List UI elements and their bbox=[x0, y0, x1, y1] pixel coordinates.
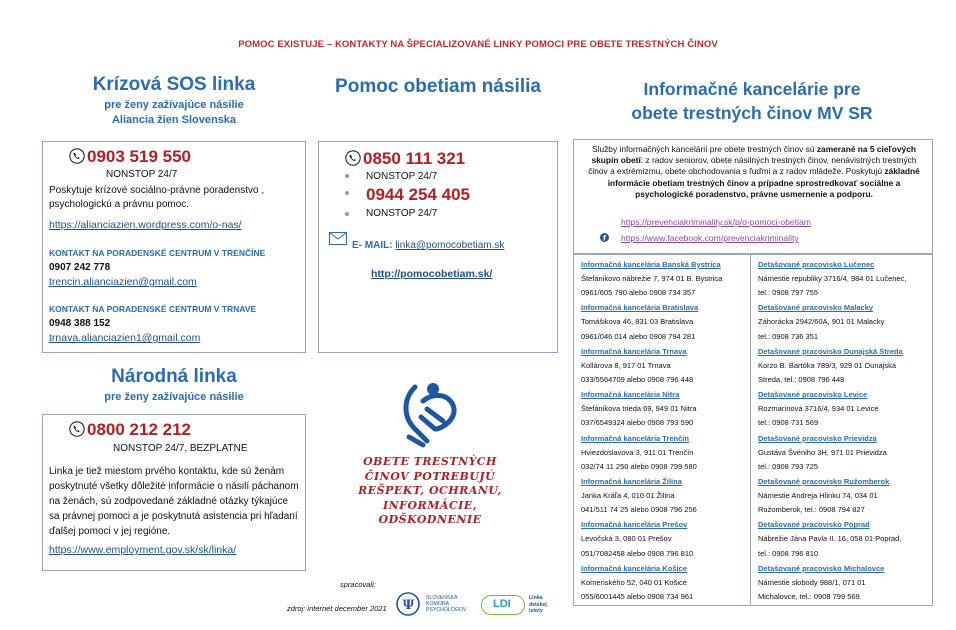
narodna-box bbox=[42, 414, 306, 571]
office-entry bbox=[758, 563, 930, 606]
office-address: Komenského 52, 040 01 Košice bbox=[581, 577, 687, 587]
sos-description: Poskytuje krízové sociálno-právne poradenstvo , psychologickú a právnu pomoc. bbox=[49, 185, 265, 210]
center-slogan bbox=[344, 455, 516, 528]
email-icon bbox=[329, 232, 347, 245]
slogan-line: INFORMÁCIE, bbox=[382, 498, 478, 512]
office-entry bbox=[581, 389, 749, 432]
bullet-dot bbox=[345, 191, 349, 195]
office-phone[interactable]: Streda, tel.: 0908 796 448 bbox=[758, 374, 845, 384]
slogan-line: REŠPEKT, OCHRANU, bbox=[358, 484, 502, 497]
office-phone[interactable]: tel.: 0908 731 569 bbox=[758, 418, 819, 428]
office-entry bbox=[758, 302, 930, 345]
office-name-link[interactable]: Detašované pracovisko Malacky bbox=[758, 303, 874, 313]
office-entry bbox=[758, 346, 930, 389]
trencin-heading: KONTAKT NA PORADENSKÉ CENTRUM V TRENČÍNE bbox=[49, 248, 266, 258]
narodna-subtitle: pre ženy zažívajúce násilie bbox=[104, 391, 244, 403]
psychology-chamber-text: SLOVENSKÁ KOMORA PSYCHOLÓGOV bbox=[426, 595, 467, 613]
pomoc-email-link[interactable]: linka@pomocobetiam.sk bbox=[395, 240, 505, 251]
office-entry bbox=[758, 389, 930, 432]
phone-icon bbox=[69, 148, 85, 164]
facebook-icon[interactable] bbox=[600, 233, 609, 242]
office-address: Kollárova 8, 917 01 Trnava bbox=[581, 360, 671, 370]
office-name-link[interactable]: Detašované pracovisko Levice bbox=[758, 390, 868, 400]
office-address: Rozmarínová 3716/4, 934 01 Levice bbox=[758, 404, 879, 414]
office-name-link[interactable]: Detašované pracovisko Lučenec bbox=[758, 260, 875, 269]
intro-part: : z radov seniorov, obete násilných trestných činov, nenávistných trestných činov a extrémizmu, obete obchodovania s ľuďmi a z radov mládeže. Poskytujú bbox=[588, 155, 917, 177]
office-address: Gustáva Švéniho 3H, 971 01 Prievidza bbox=[758, 447, 887, 457]
office-name-link[interactable]: Detašované pracovisko Michalovce bbox=[758, 563, 885, 573]
office-phone[interactable]: tel.: 0908 797 755 bbox=[758, 288, 819, 298]
office-phone[interactable]: 037/6549324 alebo 0908 793 590 bbox=[581, 418, 694, 428]
sos-phone-line bbox=[69, 147, 191, 167]
hands-heart-logo bbox=[393, 379, 467, 449]
office-address: Námestie Andreja Hlinku 74, 034 01 bbox=[758, 491, 878, 501]
office-phone[interactable]: tel.: 0908 736 351 bbox=[758, 331, 819, 341]
office-entry bbox=[581, 302, 749, 345]
office-entry bbox=[581, 346, 749, 389]
office-name-link[interactable]: Informačná kancelária Banská Bystrica bbox=[581, 260, 721, 269]
office-address: Štefánikova trieda 69, 949 01 Nitra bbox=[581, 404, 697, 414]
trencin-phone[interactable]: 0907 242 778 bbox=[49, 262, 111, 273]
ldi-logo-text: LDI bbox=[493, 598, 511, 610]
spracovali-label: spracovali: bbox=[340, 580, 376, 589]
office-name-link[interactable]: Informačná kancelária Trnava bbox=[581, 346, 687, 356]
office-name-link[interactable]: Informačná kancelária Žilina bbox=[581, 476, 682, 486]
office-address: Námestie republiky 3716/4, 984 01 Lučenec, bbox=[758, 274, 907, 284]
trnava-phone[interactable]: 0948 388 152 bbox=[49, 318, 111, 329]
office-entry bbox=[758, 433, 930, 476]
office-phone[interactable]: Ružomberok, tel.: 0908 794 827 bbox=[758, 505, 865, 515]
office-phone[interactable]: tel.: 0908 793 725 bbox=[758, 461, 819, 471]
intro-part: Služby informačných kancelárií pre obete trestných činov sú bbox=[592, 144, 817, 154]
office-entry bbox=[581, 563, 749, 606]
office-entry bbox=[581, 433, 749, 476]
info-title-line1: Informačné kancelárie pre bbox=[643, 79, 861, 99]
pomoc-phone1-line bbox=[345, 149, 465, 169]
pomoc-box bbox=[318, 141, 558, 353]
office-name-link[interactable]: Informačná kancelária Bratislava bbox=[581, 303, 699, 313]
narodna-description: Linka je tiež miestom prvého kontaktu, kde sú ženám poskytnuté všetky dôležité informácie o násilí páchanom na ženách, sú zodpovedané základné otázky týkajúce sa právnej pomoci a je poskytnutá asistencia pri hľadaní ďalšej pomoci v jej regióne. bbox=[49, 466, 299, 537]
office-address: Štefánikovo nábrežie 7, 974 01 B. Bystrica bbox=[581, 274, 723, 284]
facebook-url-link[interactable]: https://www.facebook.com/prevenciakriminality bbox=[621, 233, 799, 243]
office-address: Hviezdoslavova 3, 911 01 Trenčín bbox=[581, 447, 694, 457]
trnava-heading: KONTAKT NA PORADENSKÉ CENTRUM V TRNAVE bbox=[49, 304, 257, 314]
pomoc-email-line bbox=[352, 240, 504, 251]
sos-title: Krízová SOS linka bbox=[92, 74, 256, 95]
office-entry bbox=[581, 519, 749, 562]
offices-right-box bbox=[750, 254, 933, 606]
pomoc-title: Pomoc obetiam násilia bbox=[335, 76, 541, 97]
office-phone[interactable]: 041/511 74 25 alebo 0908 796 256 bbox=[581, 505, 697, 515]
office-name-link[interactable]: Detašované pracovisko Prievidza bbox=[758, 433, 877, 443]
email-label: E- MAIL: bbox=[352, 240, 396, 251]
sos-org: Aliancia žien Slovenska bbox=[111, 114, 237, 126]
svg-text:f: f bbox=[603, 234, 607, 242]
office-name-link[interactable]: Informačná kancelária Košice bbox=[581, 563, 687, 573]
office-name-link[interactable]: Detašované pracovisko Ružomberok bbox=[758, 476, 890, 486]
pomoc-nonstop-2: NONSTOP 24/7 bbox=[366, 208, 438, 219]
source-note: zdroj: internet december 2021 bbox=[287, 604, 387, 613]
sos-subtitle: pre ženy zažívajúce násilie bbox=[104, 99, 244, 111]
narodna-phone-line bbox=[69, 420, 191, 440]
offices-left-box bbox=[573, 254, 751, 606]
ldi-logo bbox=[481, 595, 525, 615]
narodna-phone[interactable]: 0800 212 212 bbox=[87, 420, 191, 439]
office-phone[interactable]: tel.: 0908 796 810 bbox=[758, 548, 819, 558]
pomoc-phone-2[interactable]: 0944 254 405 bbox=[366, 185, 470, 204]
office-name-link[interactable]: Detašované pracovisko Poprad bbox=[758, 520, 870, 530]
psychology-chamber-logo bbox=[396, 592, 420, 616]
sos-phone[interactable]: 0903 519 550 bbox=[87, 147, 191, 166]
trencin-email-link[interactable]: trencin.alianciazien@gmail.com bbox=[49, 276, 197, 288]
pomoc-url-link[interactable]: http://pomocobetiam.sk/ bbox=[371, 268, 493, 280]
info-intro-text bbox=[582, 144, 926, 200]
sos-url-link[interactable]: https://alianciazien.wordpress.com/o-nas/ bbox=[49, 219, 242, 231]
intro-part-bold: základné informácie obetiam trestných činov a prípadne sprostredkovať sociálne a psychologické poradenstvo, právne usmernenie a podporu. bbox=[607, 166, 920, 199]
narodna-url-link[interactable]: https://www.employment.gov.sk/sk/linka/ bbox=[49, 544, 237, 556]
slogan-line: ČINOV POTREBUJÚ bbox=[364, 469, 496, 483]
ldi-caption: Linka detskej istoty bbox=[529, 595, 547, 614]
office-address: Levočská 3, 080 01 Prešov bbox=[581, 534, 672, 544]
office-address: Tomášikova 46, 831 03 Bratislava bbox=[581, 317, 694, 327]
office-phone[interactable]: 051/7082458 alebo 0908 796 810 bbox=[581, 548, 694, 558]
intro-part-bold: zamerané na 5 cieľových skupín obetí bbox=[591, 144, 916, 166]
office-phone[interactable]: 0961/046 014 alebo 0908 794 281 bbox=[581, 331, 696, 341]
office-name-link[interactable]: Informačná kancelária Trenčín bbox=[581, 433, 689, 443]
trnava-email-link[interactable]: trnava.alianciazien1@gmail.com bbox=[49, 332, 201, 344]
office-name-link[interactable]: Informačná kancelária Nitra bbox=[581, 390, 680, 400]
office-phone[interactable]: 055/6001445 alebo 0908 734 961 bbox=[581, 591, 694, 601]
office-entry bbox=[581, 259, 749, 302]
phone-icon bbox=[345, 150, 361, 166]
office-address: Korzo B. Bartóka 789/3, 929 01 Dunajská bbox=[758, 360, 897, 370]
page-title: POMOC EXISTUJE – KONTAKTY NA ŠPECIALIZOVANÉ LINKY POMOCI PRE OBETE TRESTNÝCH ČINOV bbox=[238, 39, 718, 50]
office-entry bbox=[581, 476, 749, 519]
office-phone[interactable]: 0961/605 790 alebo 0908 734 357 bbox=[581, 288, 696, 298]
office-address: Janka Kráľa 4, 010 01 Žilina bbox=[581, 491, 675, 501]
narodna-title: Národná linka bbox=[111, 366, 237, 387]
office-entry bbox=[758, 259, 930, 302]
office-address: Záhorácka 2942/60A, 901 01 Malacky bbox=[758, 317, 885, 327]
slogan-line: OBETE TRESTNÝCH bbox=[363, 455, 497, 468]
svg-text:Ψ: Ψ bbox=[402, 598, 415, 613]
office-phone[interactable]: 032/74 11 250 alebo 0908 799 580 bbox=[581, 461, 697, 471]
sos-box bbox=[42, 141, 306, 353]
sos-nonstop: NONSTOP 24/7 bbox=[106, 169, 178, 180]
slogan-line: ODŠKODNENIE bbox=[378, 513, 482, 526]
info-intro-box bbox=[573, 139, 933, 254]
offices-left-list bbox=[581, 259, 749, 606]
bullet-dot bbox=[345, 174, 349, 178]
office-phone[interactable]: Michalovce, tel.: 0908 799 569 bbox=[758, 591, 860, 601]
info-title-line2: obete trestných činov MV SR bbox=[631, 103, 873, 123]
offices-right-list bbox=[758, 259, 930, 606]
office-address: Námestie slobody 988/1, 071 01 bbox=[758, 577, 866, 587]
pomoc-phone-1[interactable]: 0850 111 321 bbox=[363, 149, 466, 168]
office-phone[interactable]: 033/5564709 alebo 0908 796 448 bbox=[581, 374, 694, 384]
office-name-link[interactable]: Detašované pracovisko Dunajská Streda bbox=[758, 346, 903, 356]
office-address: Nábrežie Jána Pavla II. 16, 058 01 Poprad, bbox=[758, 534, 902, 544]
pomoc-nonstop-1: NONSTOP 24/7 bbox=[366, 171, 438, 182]
bullet-dot bbox=[345, 212, 349, 216]
phone-icon bbox=[69, 421, 85, 437]
office-name-link[interactable]: Informačná kancelária Prešov bbox=[581, 520, 688, 530]
narodna-nonstop: NONSTOP 24/7, BEZPLATNE bbox=[113, 443, 248, 454]
prevencia-url-link[interactable]: https://prevenciakriminality.sk/p/o-pomoci-obetiam bbox=[621, 217, 811, 227]
office-entry bbox=[758, 476, 930, 519]
office-entry bbox=[758, 519, 930, 562]
